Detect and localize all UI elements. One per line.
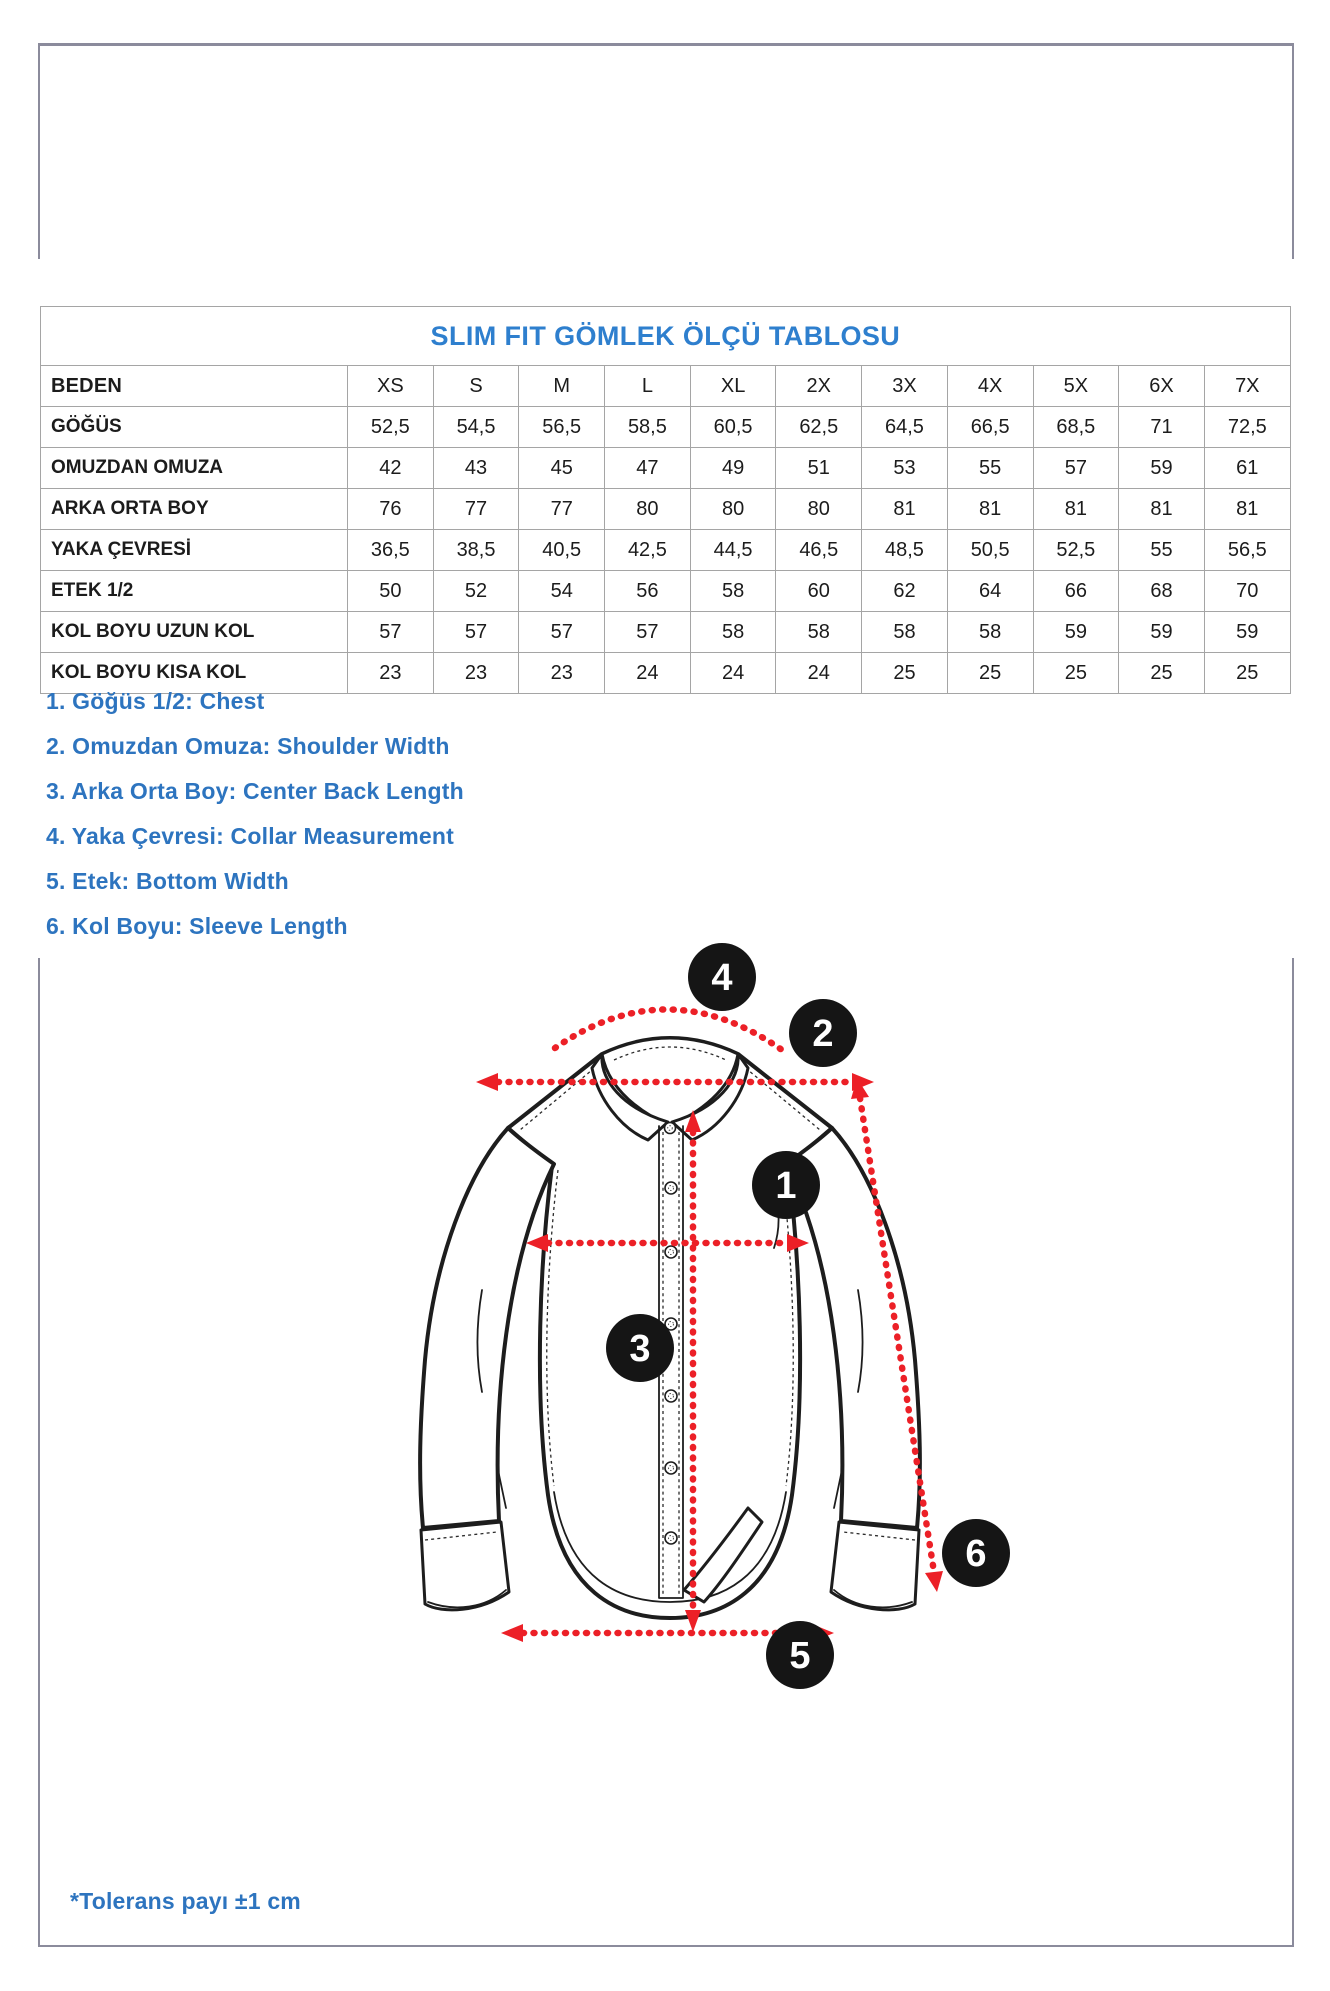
row-label: YAKA ÇEVRESİ [41, 530, 348, 571]
badge-3 [606, 1314, 674, 1382]
badge-2 [789, 999, 857, 1067]
measure-value: 60,5 [690, 407, 776, 448]
table-header-row [41, 366, 1291, 407]
size-header-4X: 4X [947, 366, 1033, 407]
svg-text:3: 3 [629, 1328, 651, 1370]
measure-value: 44,5 [690, 530, 776, 571]
svg-text:1: 1 [775, 1165, 797, 1207]
measure-value: 59 [1119, 448, 1205, 489]
measure-row [41, 571, 1291, 612]
beden-header: BEDEN [41, 366, 348, 407]
measure-value: 81 [1033, 489, 1119, 530]
measure-value: 40,5 [519, 530, 605, 571]
measure-value: 42,5 [605, 530, 691, 571]
measure-value: 49 [690, 448, 776, 489]
measure-value: 59 [1033, 612, 1119, 653]
measure-value: 24 [690, 653, 776, 694]
measure-value: 70 [1204, 571, 1290, 612]
measure-row [41, 530, 1291, 571]
size-header-XL: XL [690, 366, 776, 407]
legend-item-6: 6. Kol Boyu: Sleeve Length [46, 913, 348, 939]
measure-value: 64 [947, 571, 1033, 612]
measure-value: 45 [519, 448, 605, 489]
measure-value: 25 [947, 653, 1033, 694]
measure-value: 55 [947, 448, 1033, 489]
row-label: KOL BOYU UZUN KOL [41, 612, 348, 653]
measure-value: 54 [519, 571, 605, 612]
size-header-L: L [605, 366, 691, 407]
measure-value: 71 [1119, 407, 1205, 448]
measure-value: 76 [348, 489, 434, 530]
measure-value: 62,5 [776, 407, 862, 448]
measure-value: 51 [776, 448, 862, 489]
measure-value: 81 [1119, 489, 1205, 530]
row-label: OMUZDAN OMUZA [41, 448, 348, 489]
table-title-row [41, 307, 1291, 366]
measure-value: 56,5 [519, 407, 605, 448]
measure-value: 56,5 [1204, 530, 1290, 571]
measure-value: 57 [519, 612, 605, 653]
measure-value: 42 [348, 448, 434, 489]
badge-5 [766, 1621, 834, 1689]
measure-value: 57 [433, 612, 519, 653]
tolerance-note: *Tolerans payı ±1 cm [70, 1888, 301, 1914]
table-title: SLIM FIT GÖMLEK ÖLÇÜ TABLOSU [41, 307, 1291, 366]
measure-value: 24 [776, 653, 862, 694]
measure-row [41, 407, 1291, 448]
shirt-diagram-svg [330, 930, 1030, 1730]
measure-value: 80 [605, 489, 691, 530]
measure-row [41, 612, 1291, 653]
measure-value: 25 [1119, 653, 1205, 694]
row-label: ARKA ORTA BOY [41, 489, 348, 530]
legend-item-1: 1. Göğüs 1/2: Chest [46, 688, 265, 714]
measure-value: 54,5 [433, 407, 519, 448]
measure-value: 43 [433, 448, 519, 489]
measure-value: 57 [1033, 448, 1119, 489]
sleeve-left [420, 1128, 554, 1528]
measure-value: 60 [776, 571, 862, 612]
measure-value: 80 [690, 489, 776, 530]
row-label: ETEK 1/2 [41, 571, 348, 612]
svg-text:6: 6 [965, 1533, 987, 1575]
top-content-box [38, 43, 1294, 259]
measure-value: 59 [1119, 612, 1205, 653]
measure-value: 55 [1119, 530, 1205, 571]
measure-value: 52 [433, 571, 519, 612]
size-table-body [41, 307, 1291, 694]
measure-value: 50 [348, 571, 434, 612]
svg-text:4: 4 [711, 957, 733, 999]
measure-value: 58 [690, 612, 776, 653]
measure-value: 23 [348, 653, 434, 694]
measure-value: 72,5 [1204, 407, 1290, 448]
shirt-diagram [330, 930, 1030, 1730]
measure-value: 53 [862, 448, 948, 489]
measure-value: 68 [1119, 571, 1205, 612]
measure-value: 66,5 [947, 407, 1033, 448]
measure-value: 50,5 [947, 530, 1033, 571]
legend-item-3: 3. Arka Orta Boy: Center Back Length [46, 778, 464, 804]
size-header-3X: 3X [862, 366, 948, 407]
measure-value: 77 [519, 489, 605, 530]
svg-text:5: 5 [789, 1635, 811, 1677]
measure-value: 59 [1204, 612, 1290, 653]
measure-value: 58 [862, 612, 948, 653]
measure-value: 24 [605, 653, 691, 694]
measure-value: 47 [605, 448, 691, 489]
badge-1 [752, 1151, 820, 1219]
measure-value: 81 [1204, 489, 1290, 530]
size-header-5X: 5X [1033, 366, 1119, 407]
legend-item-4: 4. Yaka Çevresi: Collar Measurement [46, 823, 455, 849]
measure-value: 52,5 [1033, 530, 1119, 571]
measure-value: 25 [1204, 653, 1290, 694]
measure-value: 46,5 [776, 530, 862, 571]
badge-6 [942, 1519, 1010, 1587]
measure-value: 23 [433, 653, 519, 694]
svg-text:2: 2 [812, 1013, 834, 1055]
legend-list [46, 688, 464, 958]
measure-value: 52,5 [348, 407, 434, 448]
legend-item-2: 2. Omuzdan Omuza: Shoulder Width [46, 733, 450, 759]
size-header-6X: 6X [1119, 366, 1205, 407]
measure-value: 64,5 [862, 407, 948, 448]
measure-value: 58,5 [605, 407, 691, 448]
measure-value: 36,5 [348, 530, 434, 571]
measure-value: 81 [947, 489, 1033, 530]
row-label: GÖĞÜS [41, 407, 348, 448]
measure-value: 61 [1204, 448, 1290, 489]
measure-value: 58 [690, 571, 776, 612]
measure-value: 58 [947, 612, 1033, 653]
measure-value: 23 [519, 653, 605, 694]
measure-value: 58 [776, 612, 862, 653]
measure-value: 48,5 [862, 530, 948, 571]
size-header-XS: XS [348, 366, 434, 407]
legend-item-5: 5. Etek: Bottom Width [46, 868, 289, 894]
size-header-7X: 7X [1204, 366, 1290, 407]
measure-value: 25 [1033, 653, 1119, 694]
measure-value: 66 [1033, 571, 1119, 612]
row-label: KOL BOYU KISA KOL [41, 653, 348, 694]
measure-value: 62 [862, 571, 948, 612]
badge-4 [688, 943, 756, 1011]
size-table [40, 306, 1291, 694]
measure-value: 38,5 [433, 530, 519, 571]
size-header-S: S [433, 366, 519, 407]
measure-value: 56 [605, 571, 691, 612]
measure-value: 25 [862, 653, 948, 694]
measure-value: 57 [605, 612, 691, 653]
measure-value: 81 [862, 489, 948, 530]
measure-value: 77 [433, 489, 519, 530]
measure-row [41, 448, 1291, 489]
size-header-2X: 2X [776, 366, 862, 407]
measure-value: 80 [776, 489, 862, 530]
measure-row [41, 489, 1291, 530]
measure-value: 57 [348, 612, 434, 653]
measure-value: 68,5 [1033, 407, 1119, 448]
size-header-M: M [519, 366, 605, 407]
